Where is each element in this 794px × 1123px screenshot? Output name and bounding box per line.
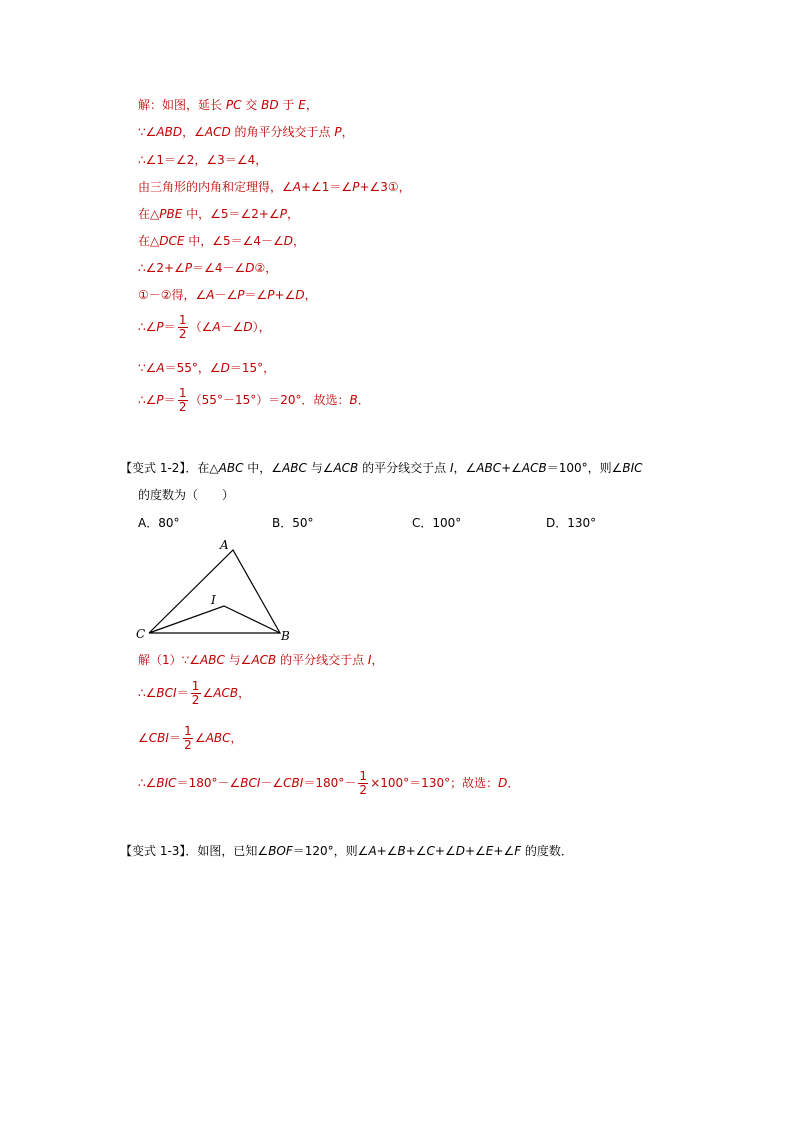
- label-a: A: [220, 538, 229, 552]
- triangle-figure: [130, 534, 330, 644]
- option-c[interactable]: C．100°: [412, 516, 462, 530]
- solution2-line2: ∴∠BCI＝ $\frac{1}{2}$ ∠ACB，: [138, 679, 251, 707]
- solution1-line10: ∵∠A＝55°，∠D＝15°，: [138, 361, 276, 375]
- fraction-one-half: $\frac{1}{2}$: [184, 724, 192, 752]
- solution1-line11: ∴∠P＝ $\frac{1}{2}$ （55°－15°）＝20°．故选：B．: [138, 386, 370, 414]
- label-c: C: [136, 627, 146, 641]
- solution1-line9: ∴∠P＝ $\frac{1}{2}$ （∠A－∠D），: [138, 313, 271, 341]
- problem3-tag: 【变式 1-3】: [120, 844, 186, 858]
- fraction-one-half: $\frac{1}{2}$: [359, 769, 368, 797]
- option-b[interactable]: B．50°: [272, 516, 314, 530]
- solution1-line5: 在△PBE 中，∠5＝∠2+∠P，: [138, 207, 299, 221]
- option-a[interactable]: A．80°: [138, 516, 180, 530]
- fraction-one-half: $\frac{1}{2}$: [178, 386, 187, 414]
- solution2-line1: 解（1）∵∠ABC 与∠ACB 的平分线交于点 I，: [138, 653, 384, 667]
- solution2-line3: ∠CBI＝ $\frac{1}{2}$ ∠ABC，: [138, 724, 243, 752]
- option-d[interactable]: D．130°: [546, 516, 597, 530]
- problem2-tag: 【变式 1-2】: [120, 461, 186, 475]
- solution1-line2: ∵∠ABD，∠ACD 的角平分线交于点 P，: [138, 125, 354, 139]
- solution1-line8: ①－②得，∠A－∠P＝∠P+∠D，: [138, 288, 317, 302]
- solution2-line4: ∴∠BIC＝180°－∠BCI－∠CBI＝180°－ $\frac{1}{2}$ ×100°＝130°；故选：D．: [138, 769, 520, 797]
- solution1-line7: ∴∠2+∠P＝∠4－∠D②，: [138, 261, 278, 275]
- label-b: B: [281, 629, 290, 643]
- solution1-line1: 解：如图，延长 PC 交 BD 于 E，: [138, 98, 318, 112]
- solution1-line6: 在△DCE 中，∠5＝∠4－∠D，: [138, 234, 306, 248]
- fraction-one-half: $\frac{1}{2}$: [191, 679, 200, 707]
- problem3-statement: 【变式 1-3】．如图，已知∠BOF＝120°，则∠A+∠B+∠C+∠D+∠E+∠F 的度数．: [120, 844, 573, 858]
- problem2-statement: 【变式 1-2】．在△ABC 中，∠ABC 与∠ACB 的平分线交于点 I，∠ABC+∠ACB＝100°，则∠BIC: [120, 461, 643, 475]
- fraction-one-half: $\frac{1}{2}$: [178, 313, 187, 341]
- solution1-line3: ∴∠1＝∠2，∠3＝∠4，: [138, 153, 268, 167]
- solution1-line4: 由三角形的内角和定理得，∠A+∠1＝∠P+∠3①，: [138, 180, 411, 194]
- triangle-abc: [149, 550, 280, 633]
- problem2-statement-cont: 的度数为（ ）: [138, 488, 235, 502]
- angle-bisectors: [149, 606, 280, 633]
- problem2-options: [138, 514, 758, 530]
- label-i: I: [211, 593, 216, 607]
